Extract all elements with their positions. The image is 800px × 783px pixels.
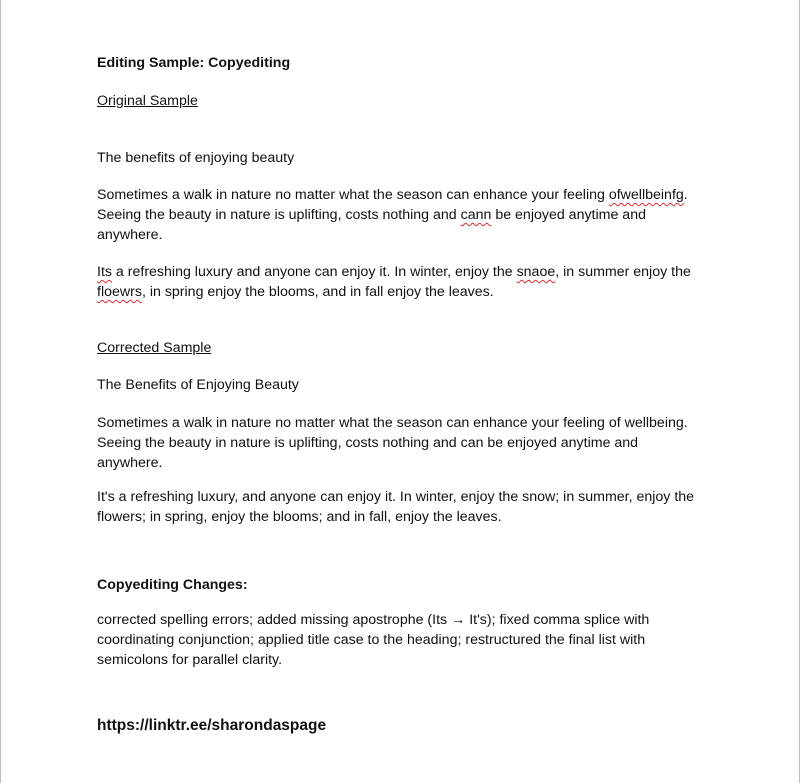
corrected-paragraph-1: Sometimes a walk in nature no matter what the season can enhance your feeling of wellbeing. Seeing the beauty in nature is uplifting, costs nothing and can be enjoyed anytime and anywhere. (97, 415, 688, 471)
spelling-error-snaoe[interactable]: snaoe (516, 264, 556, 280)
spelling-error-cann[interactable]: cann (460, 207, 492, 223)
spelling-error-floewrs[interactable]: floewrs (97, 284, 142, 300)
original-p2-text-b: , in summer enjoy the (555, 264, 691, 280)
spelling-error-ofwellbeinfg[interactable]: ofwellbeinfg (608, 187, 684, 203)
original-p1-text-b: . Seeing the beauty in nature is uplifting, costs nothing and (97, 187, 688, 223)
profile-link[interactable]: https://linktr.ee/sharondaspage (97, 717, 327, 734)
changes-text: corrected spelling errors; added missing apostrophe (Its → It's); fixed comma splice with coordinating conjunction; applied title case to the heading; restructured the final list with semicolons for parallel clarity. (97, 612, 650, 668)
corrected-sample-label: Corrected Sample (97, 340, 212, 356)
original-paragraph-1 (97, 185, 707, 245)
changes-heading: Copyediting Changes: (97, 577, 248, 593)
original-p1-text-a: Sometimes a walk in nature no matter what the season can enhance your feeling (97, 187, 609, 203)
original-p2-text-a: a refreshing luxury and anyone can enjoy it. In winter, enjoy the (111, 264, 517, 280)
original-p1-text-c: be enjoyed anytime and anywhere. (97, 207, 646, 243)
document-heading: Editing Sample: Copyediting (97, 55, 291, 71)
original-p2-text-c: , in spring enjoy the blooms, and in fall enjoy the leaves. (141, 284, 494, 300)
original-paragraph-2 (97, 262, 707, 302)
corrected-title: The Benefits of Enjoying Beauty (97, 377, 299, 393)
spelling-error-its[interactable]: Its (97, 264, 112, 280)
original-sample-label: Original Sample (97, 93, 198, 109)
original-title: The benefits of enjoying beauty (97, 150, 295, 166)
corrected-paragraph-2: It's a refreshing luxury, and anyone can enjoy it. In winter, enjoy the snow; in summer, enjoy the flowers; in spring, enjoy the blooms; and in fall, enjoy the leaves. (97, 489, 695, 525)
